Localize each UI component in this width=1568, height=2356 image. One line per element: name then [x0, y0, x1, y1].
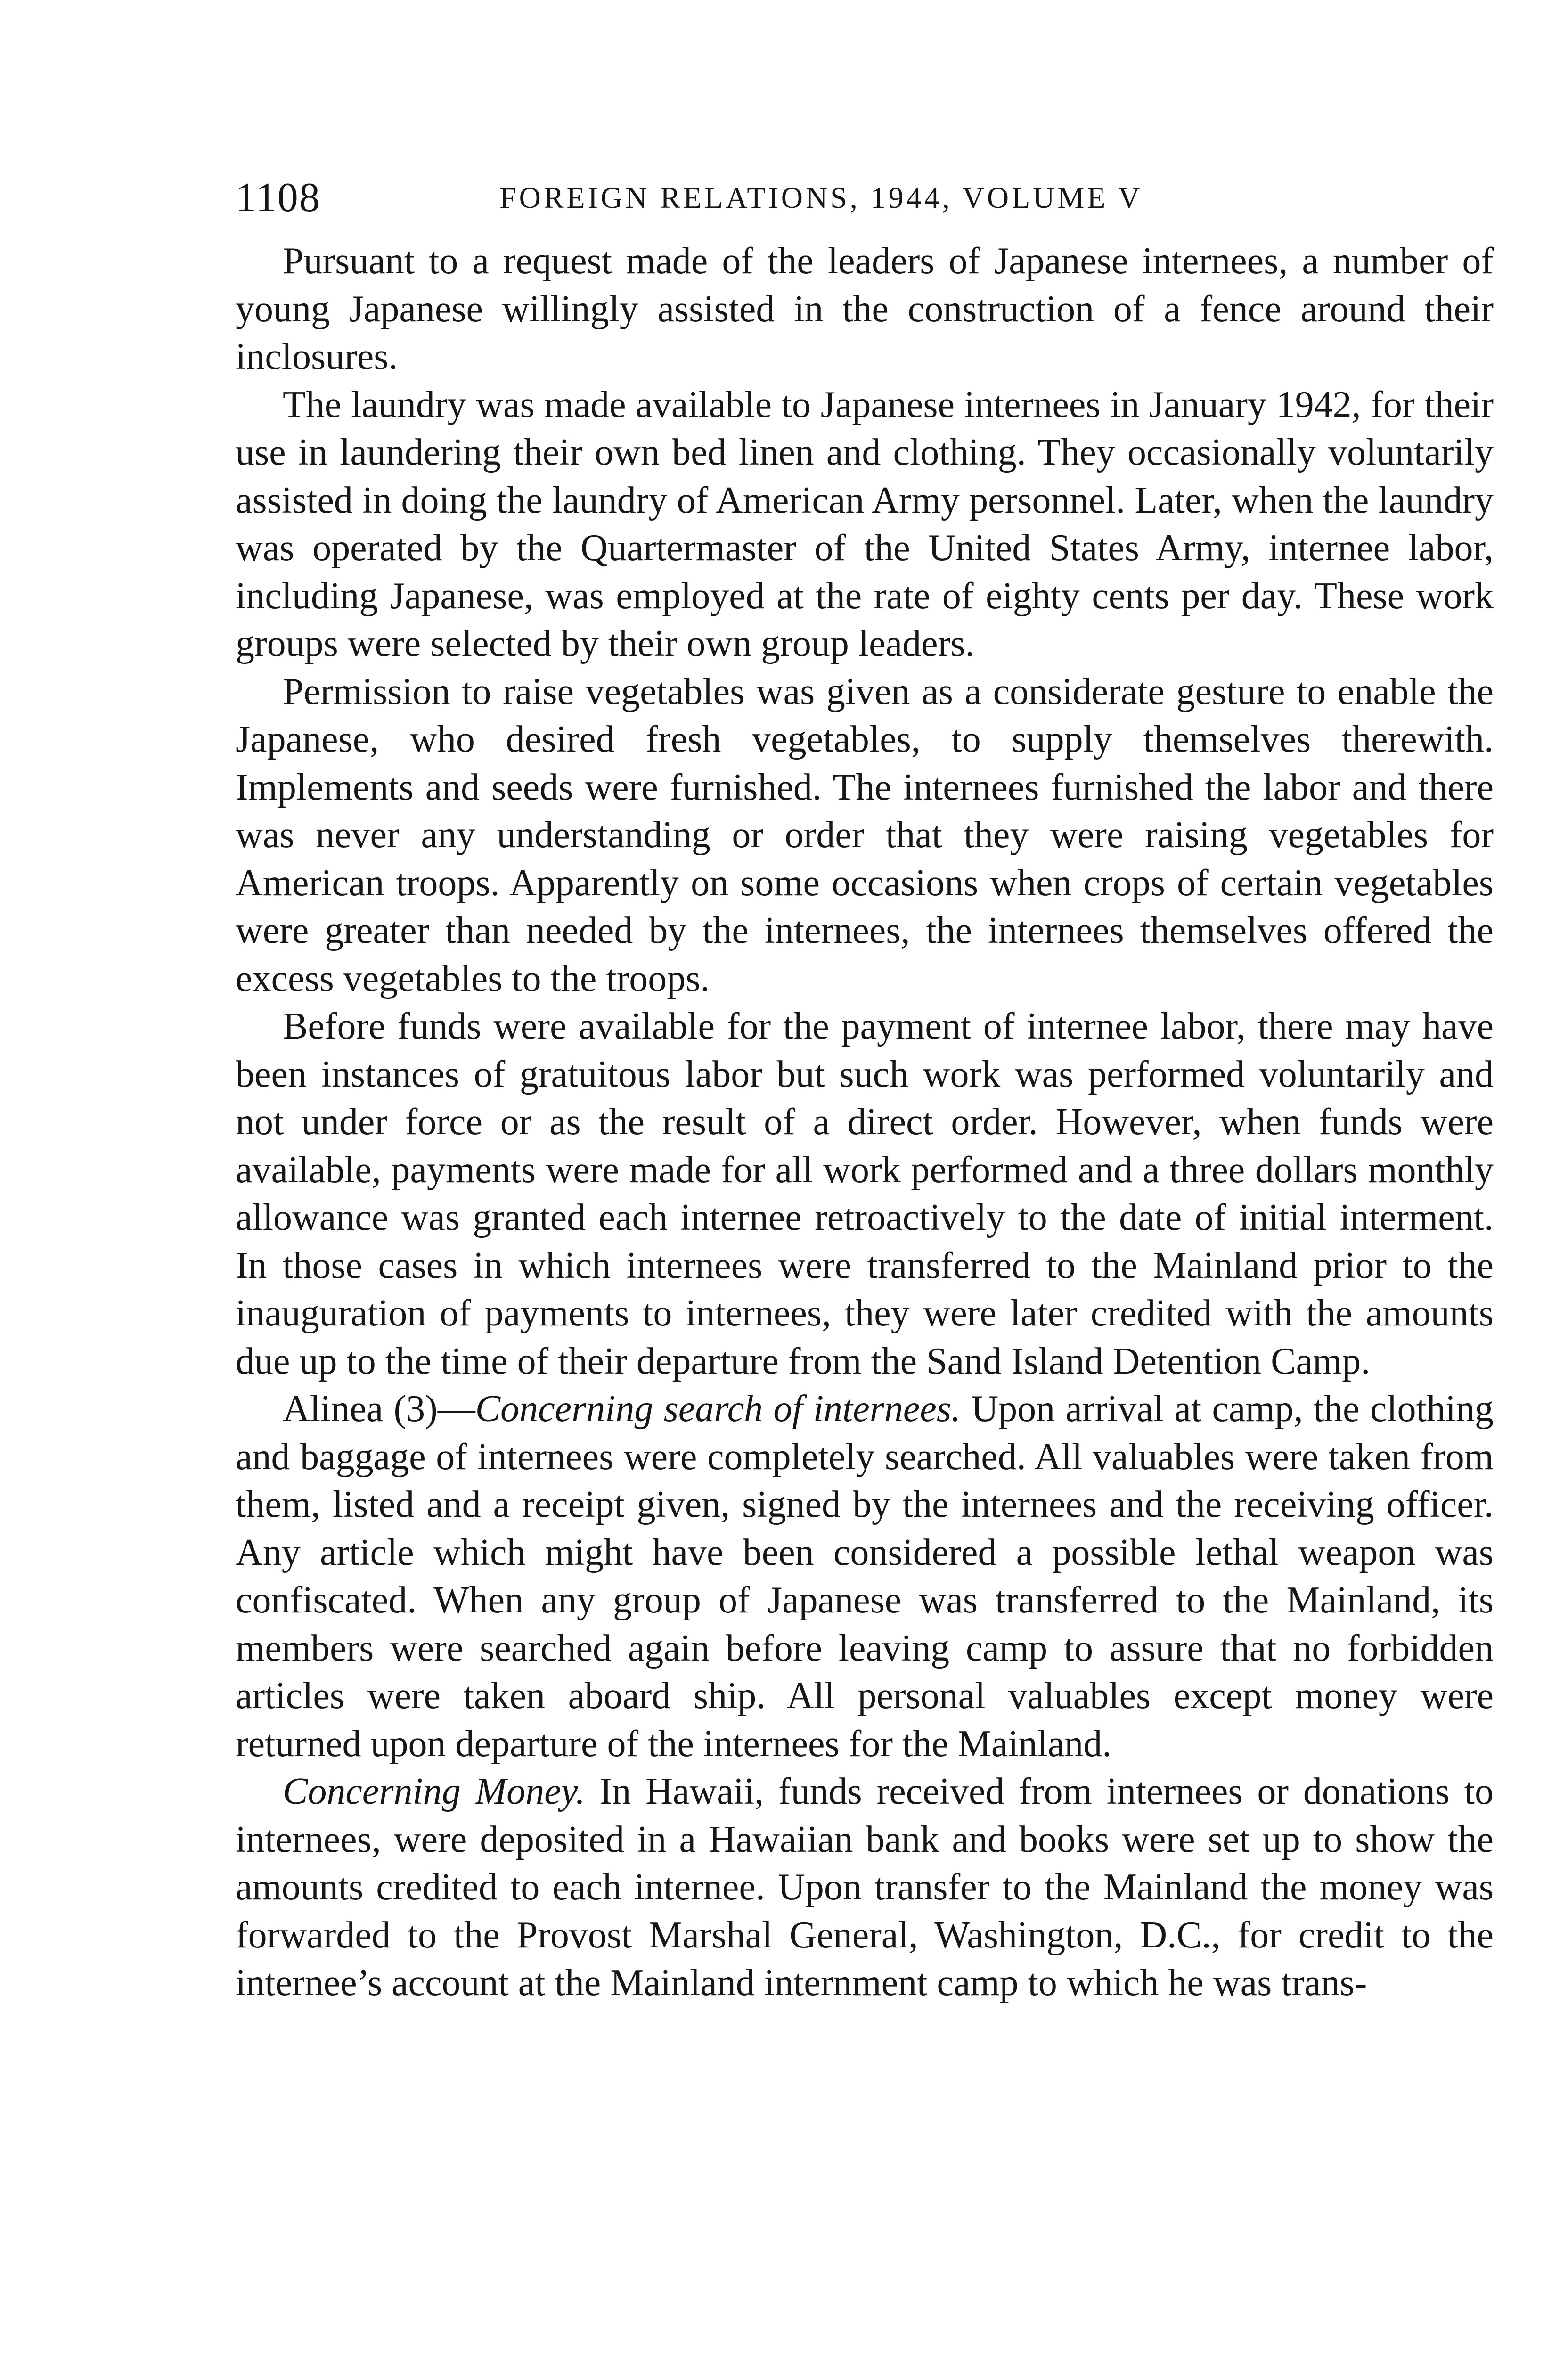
- paragraph-vegetables: [236, 668, 1494, 1003]
- paragraph-search: [236, 1385, 1494, 1768]
- paragraph-labor-payment: [236, 1003, 1494, 1385]
- paragraph-laundry: [236, 381, 1494, 668]
- paragraph-text: Permission to raise vegetables was given as a considerate gesture to enable the Japanese, who desired fresh vegetables, to supply themselves therewith. Implements and seeds were furnished. The internees furnished the labor and there was never any understanding or order that they were raising vegetables for American troops. Apparently on some occasions when crops of certain vegetables were greater than needed by the internees, the internees themselves offered the excess vegetables to the troops.: [236, 671, 1494, 999]
- paragraph-money: [236, 1768, 1494, 2007]
- running-head: [236, 170, 1494, 226]
- document-page: [236, 170, 1494, 2356]
- paragraph-text: Pursuant to a request made of the leaders of Japanese internees, a number of young Japanese willingly assisted in the construction of a fence around their inclosures.: [236, 240, 1494, 377]
- paragraph-text: In Hawaii, funds received from internees or donations to internees, were deposited in a Hawaiian bank and books were set up to show the amounts credited to each internee. Upon transfer to the Mainland the money was forwarded to the Provost Marshal General, Washington, D.C., for credit to the internee’s account at the Mainland internment camp to which he was trans-: [236, 1771, 1494, 2004]
- page-number: 1108: [236, 175, 321, 221]
- body-text: [236, 237, 1494, 2007]
- paragraph-lead: Alinea (3)—: [283, 1388, 475, 1430]
- paragraph-italic-heading: Concerning search of internees.: [475, 1388, 961, 1430]
- paragraph-italic-heading: Concerning Money.: [283, 1771, 585, 1812]
- running-title: FOREIGN RELATIONS, 1944, VOLUME V: [499, 181, 1143, 214]
- paragraph-text: Upon arrival at camp, the clothing and baggage of internees were completely searched. All valuables were taken from them, listed and a receipt given, signed by the internees and the receiving officer. Any article which might have been considered a possible lethal weapon was confiscated. When any group of Japanese was transferred to the Mainland, its members were searched again before leaving camp to assure that no forbidden articles were taken aboard ship. All personal valuables except money were returned upon departure of the internees for the Mainland.: [236, 1388, 1494, 1765]
- paragraph-fence: [236, 237, 1494, 381]
- paragraph-text: The laundry was made available to Japanese internees in January 1942, for their use in laundering their own bed linen and clothing. They occasionally voluntarily assisted in doing the laundry of American Army personnel. Later, when the laundry was operated by the Quartermaster of the United States Army, internee labor, including Japanese, was employed at the rate of eighty cents per day. These work groups were selected by their own group leaders.: [236, 384, 1494, 664]
- paragraph-text: Before funds were available for the payment of internee labor, there may have been instances of gratuitous labor but such work was performed voluntarily and not under force or as the result of a direct order. However, when funds were available, payments were made for all work performed and a three dollars monthly allowance was granted each internee retroactively to the date of initial interment. In those cases in which internees were transferred to the Mainland prior to the inauguration of payments to internees, they were later credited with the amounts due up to the time of their departure from the Sand Island Detention Camp.: [236, 1006, 1494, 1382]
